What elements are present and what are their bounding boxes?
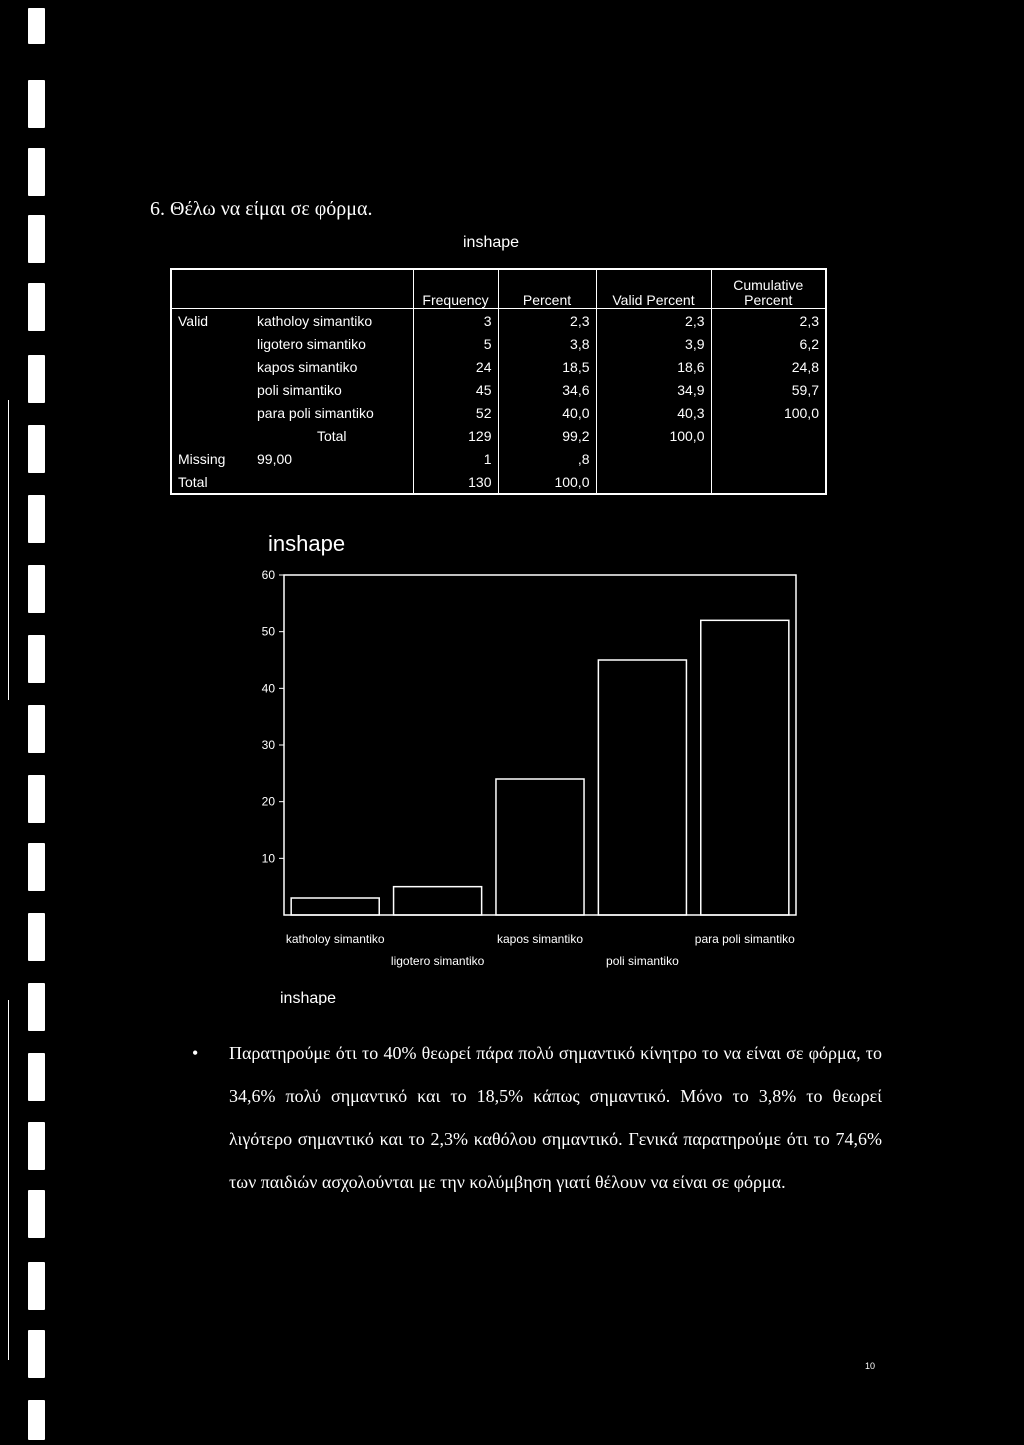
cell-frequency: 52 xyxy=(413,401,498,424)
cell-frequency: 1 xyxy=(413,447,498,470)
table-row xyxy=(171,355,826,378)
row-category: poli simantiko xyxy=(257,381,342,398)
film-edge-line xyxy=(8,1000,9,1360)
cell-percent: 2,3 xyxy=(498,309,596,333)
y-tick-label: 50 xyxy=(261,624,275,639)
row-group: Missing xyxy=(178,450,226,467)
cell-frequency: 45 xyxy=(413,378,498,401)
bar xyxy=(598,660,686,915)
film-perforation xyxy=(28,8,45,44)
table-row xyxy=(171,378,826,401)
header-frequency: Frequency xyxy=(413,269,498,309)
film-perforation xyxy=(28,148,45,196)
film-perforation xyxy=(28,1400,45,1440)
cell-percent: 100,0 xyxy=(498,470,596,494)
film-perforation xyxy=(28,1190,45,1238)
row-group xyxy=(171,332,251,355)
cell-cumulative-percent xyxy=(711,424,826,447)
chart-x-axis-label: inshape xyxy=(280,990,337,1005)
cell-frequency: 24 xyxy=(413,355,498,378)
row-category: Total xyxy=(316,427,347,444)
film-perforation xyxy=(28,983,45,1031)
page-number: 10 xyxy=(865,1361,876,1371)
x-tick-label: poli simantiko xyxy=(606,954,679,968)
cell-cumulative-percent: 2,3 xyxy=(711,309,826,333)
cell-percent: 40,0 xyxy=(498,401,596,424)
cell-frequency: 3 xyxy=(413,309,498,333)
bar xyxy=(496,779,584,915)
cell-valid-percent: 3,9 xyxy=(596,332,711,355)
film-perforation xyxy=(28,705,45,753)
film-perforation xyxy=(28,1122,45,1170)
cell-frequency: 129 xyxy=(413,424,498,447)
film-perforation xyxy=(28,425,45,473)
film-perforation xyxy=(28,775,45,823)
cell-valid-percent: 18,6 xyxy=(596,355,711,378)
row-group xyxy=(171,401,251,424)
section-heading: 6. Θέλω να είμαι σε φόρμα. xyxy=(150,198,373,220)
header-blank xyxy=(171,269,413,309)
y-tick-label: 60 xyxy=(261,568,275,582)
cell-cumulative-percent: 100,0 xyxy=(711,401,826,424)
cell-percent: ,8 xyxy=(498,447,596,470)
table-title: inshape xyxy=(463,234,520,251)
row-category: kapos simantiko xyxy=(257,358,358,375)
cell-percent: 34,6 xyxy=(498,378,596,401)
cell-frequency: 5 xyxy=(413,332,498,355)
cell-cumulative-percent: 6,2 xyxy=(711,332,826,355)
header-percent: Percent xyxy=(498,269,596,309)
film-perforation xyxy=(28,80,45,128)
x-axis-tick-labels xyxy=(286,932,795,968)
description-paragraph: Παρατηρούμε ότι το 40% θεωρεί πάρα πολύ σημαντικό κίνητρο το να είναι σε φόρμα, το 34,6% πολύ σημαντικό και το 18,5% κάπως σημαντικό. Μόνο το 3,8% το θεωρεί λιγότερο σημαντικό και το 2,3% καθόλου σημαντικό. Γενικά παρατηρούμε ότι το 74,6% των παιδιών ασχολούνται με την κολύμβηση γιατί θέλουν να είναι σε φόρμα. xyxy=(229,1043,882,1192)
frequency-table xyxy=(170,268,827,495)
x-tick-label: katholoy simantiko xyxy=(285,932,385,946)
y-tick-label: 20 xyxy=(261,794,275,809)
bar-chart xyxy=(240,525,820,1005)
film-perforation xyxy=(28,1053,45,1101)
description-block xyxy=(192,1032,882,1204)
table-row xyxy=(171,470,826,494)
cell-valid-percent: 100,0 xyxy=(596,424,711,447)
bullet-icon: • xyxy=(192,1043,199,1063)
x-tick-label: para poli simantiko xyxy=(694,932,795,946)
cell-frequency: 130 xyxy=(413,470,498,494)
table-row xyxy=(171,424,826,447)
row-group xyxy=(171,424,251,447)
row-category: ligotero simantiko xyxy=(257,335,366,352)
film-edge-line xyxy=(8,400,9,700)
row-group xyxy=(171,378,251,401)
cell-cumulative-percent: 24,8 xyxy=(711,355,826,378)
bar xyxy=(394,887,482,915)
x-tick-label: ligotero simantiko xyxy=(390,954,485,968)
chart-title: inshape xyxy=(268,531,346,556)
film-perforation xyxy=(28,635,45,683)
bar xyxy=(291,898,379,915)
header-cumulative-line1: Cumulative xyxy=(733,277,804,293)
cell-valid-percent: 34,9 xyxy=(596,378,711,401)
film-perforation xyxy=(28,215,45,263)
film-perforation xyxy=(28,565,45,613)
bar-series xyxy=(291,620,789,915)
row-category xyxy=(251,470,413,494)
plot-frame xyxy=(284,575,796,915)
y-tick-label: 40 xyxy=(261,681,275,696)
cell-percent: 18,5 xyxy=(498,355,596,378)
row-group: Total xyxy=(178,473,208,490)
row-category: para poli simantiko xyxy=(257,404,374,421)
film-perforation xyxy=(28,913,45,961)
film-perforation xyxy=(28,843,45,891)
y-tick-label: 10 xyxy=(261,851,275,866)
header-valid-percent: Valid Percent xyxy=(596,269,711,309)
row-group: Valid xyxy=(178,312,209,329)
y-axis-ticks xyxy=(262,568,284,865)
table-row xyxy=(171,447,826,470)
row-group xyxy=(171,355,251,378)
table-row xyxy=(171,332,826,355)
film-perforation xyxy=(28,1330,45,1378)
film-perforation xyxy=(28,283,45,331)
cell-cumulative-percent xyxy=(711,470,826,494)
film-perforation xyxy=(28,495,45,543)
table-row xyxy=(171,309,826,333)
cell-percent: 3,8 xyxy=(498,332,596,355)
row-category: 99,00 xyxy=(257,450,293,467)
header-cumulative-line2: Percent xyxy=(744,292,793,308)
film-perforation xyxy=(28,1262,45,1310)
film-perforation xyxy=(28,355,45,403)
cell-valid-percent xyxy=(596,470,711,494)
cell-valid-percent xyxy=(596,447,711,470)
row-category: katholoy simantiko xyxy=(257,312,373,329)
y-tick-label: 30 xyxy=(261,738,275,752)
cell-cumulative-percent xyxy=(711,447,826,470)
cell-valid-percent: 40,3 xyxy=(596,401,711,424)
film-strip-edge xyxy=(28,0,46,1445)
table-header-row xyxy=(171,269,826,309)
bar xyxy=(701,620,789,915)
header-cumulative-percent xyxy=(711,269,826,309)
cell-percent: 99,2 xyxy=(498,424,596,447)
cell-cumulative-percent: 59,7 xyxy=(711,378,826,401)
x-tick-label: kapos simantiko xyxy=(496,932,584,946)
table-row xyxy=(171,401,826,424)
cell-valid-percent: 2,3 xyxy=(596,309,711,333)
